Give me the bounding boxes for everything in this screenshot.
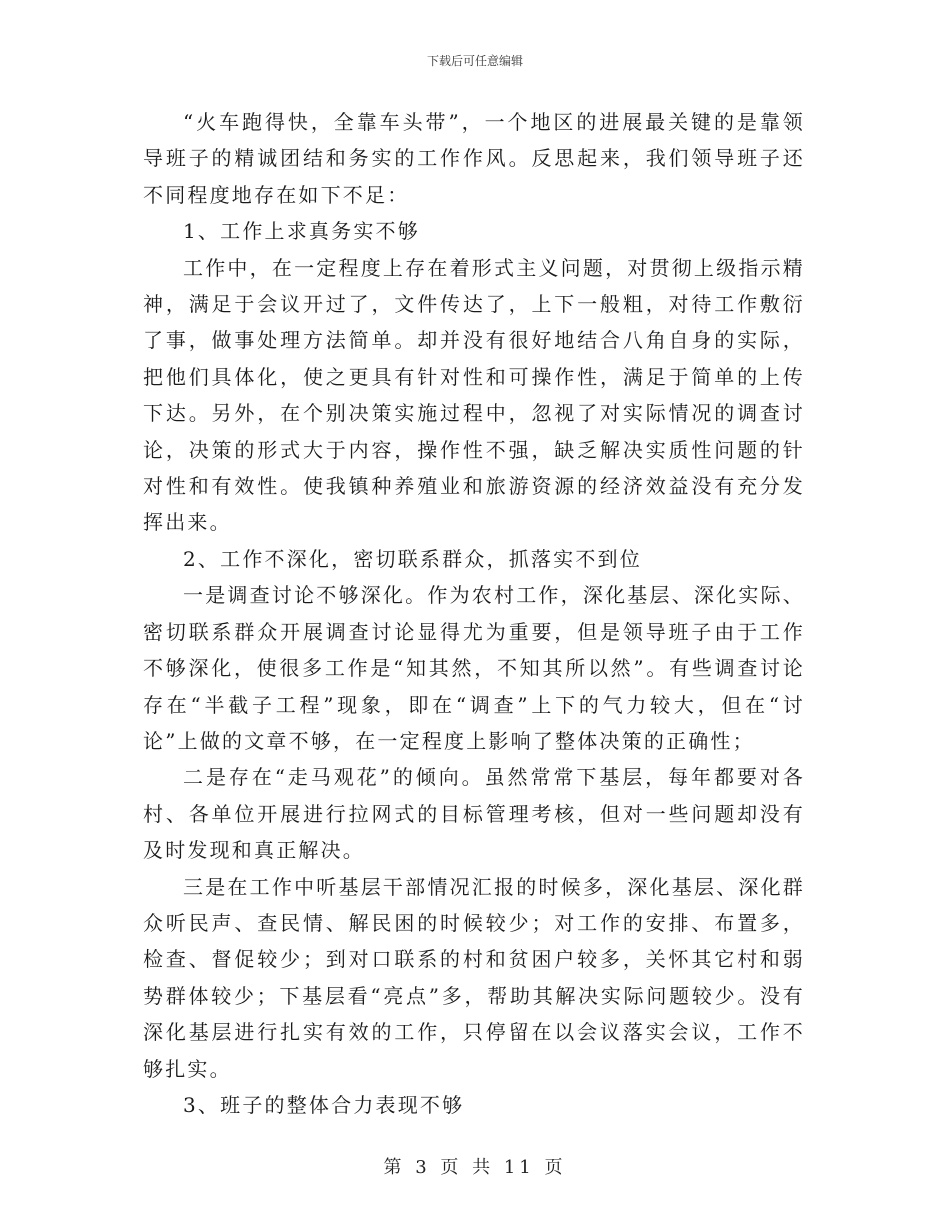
section-heading-2: 2、工作不深化，密切联系群众，抓落实不到位 (183, 546, 642, 571)
paragraph-intro: “火车跑得快，全靠车头带”，一个地区的进展最关键的是靠领导班子的精诚团结和务实的工作作风。反思起来，我们领导班子还不同程度地存在如下不足： (143, 110, 805, 207)
section-heading-1: 1、工作上求真务实不够 (183, 219, 420, 244)
document-body (143, 104, 805, 1123)
section-heading-3: 3、班子的整体合力表现不够 (183, 1092, 465, 1117)
paragraph-point-1: 一是调查讨论不够深化。作为农村工作，深化基层、深化实际、密切联系群众开展调查讨论显得尤为重要，但是领导班子由于工作不够深化，使很多工作是“知其然，不知其所以然”。有些调查讨论存在“半截子工程”现象，即在“调查”上下的气力较大，但在“讨论”上做的文章不够，在一定程度上影响了整体决策的正确性； (143, 583, 805, 753)
paragraph-point-2: 二是存在“走马观花”的倾向。虽然常常下基层，每年都要对各村、各单位开展进行拉网式的目标管理考核，但对一些问题却没有及时发现和真正解决。 (143, 765, 805, 863)
page-header-note: 下载后可任意编辑 (426, 54, 523, 68)
paragraph-section-1: 工作中，在一定程度上存在着形式主义问题，对贯彻上级指示精神，满足于会议开过了，文件传达了，上下一般粗，对待工作敷衍了事，做事处理方法简单。却并没有很好地结合八角自身的实际，把他们具体化，使之更具有针对性和可操作性，满足于简单的上传下达。另外，在个别决策实施过程中，忽视了对实际情况的调查讨论，决策的形式大于内容，操作性不强，缺乏解决实质性问题的针对性和有效性。使我镇种养殖业和旅游资源的经济效益没有充分发挥出来。 (143, 255, 805, 535)
paragraph-point-3: 三是在工作中听基层干部情况汇报的时候多，深化基层、深化群众听民声、查民情、解民困的时候较少；对工作的安排、布置多，检查、督促较少；到对口联系的村和贫困户较多，关怀其它村和弱势群体较少；下基层看“亮点”多，帮助其解决实际问题较少。没有深化基层进行扎实有效的工作，只停留在以会议落实会议，工作不够扎实。 (143, 874, 805, 1081)
page-number: 第 3 页 共 11 页 (383, 1157, 567, 1178)
